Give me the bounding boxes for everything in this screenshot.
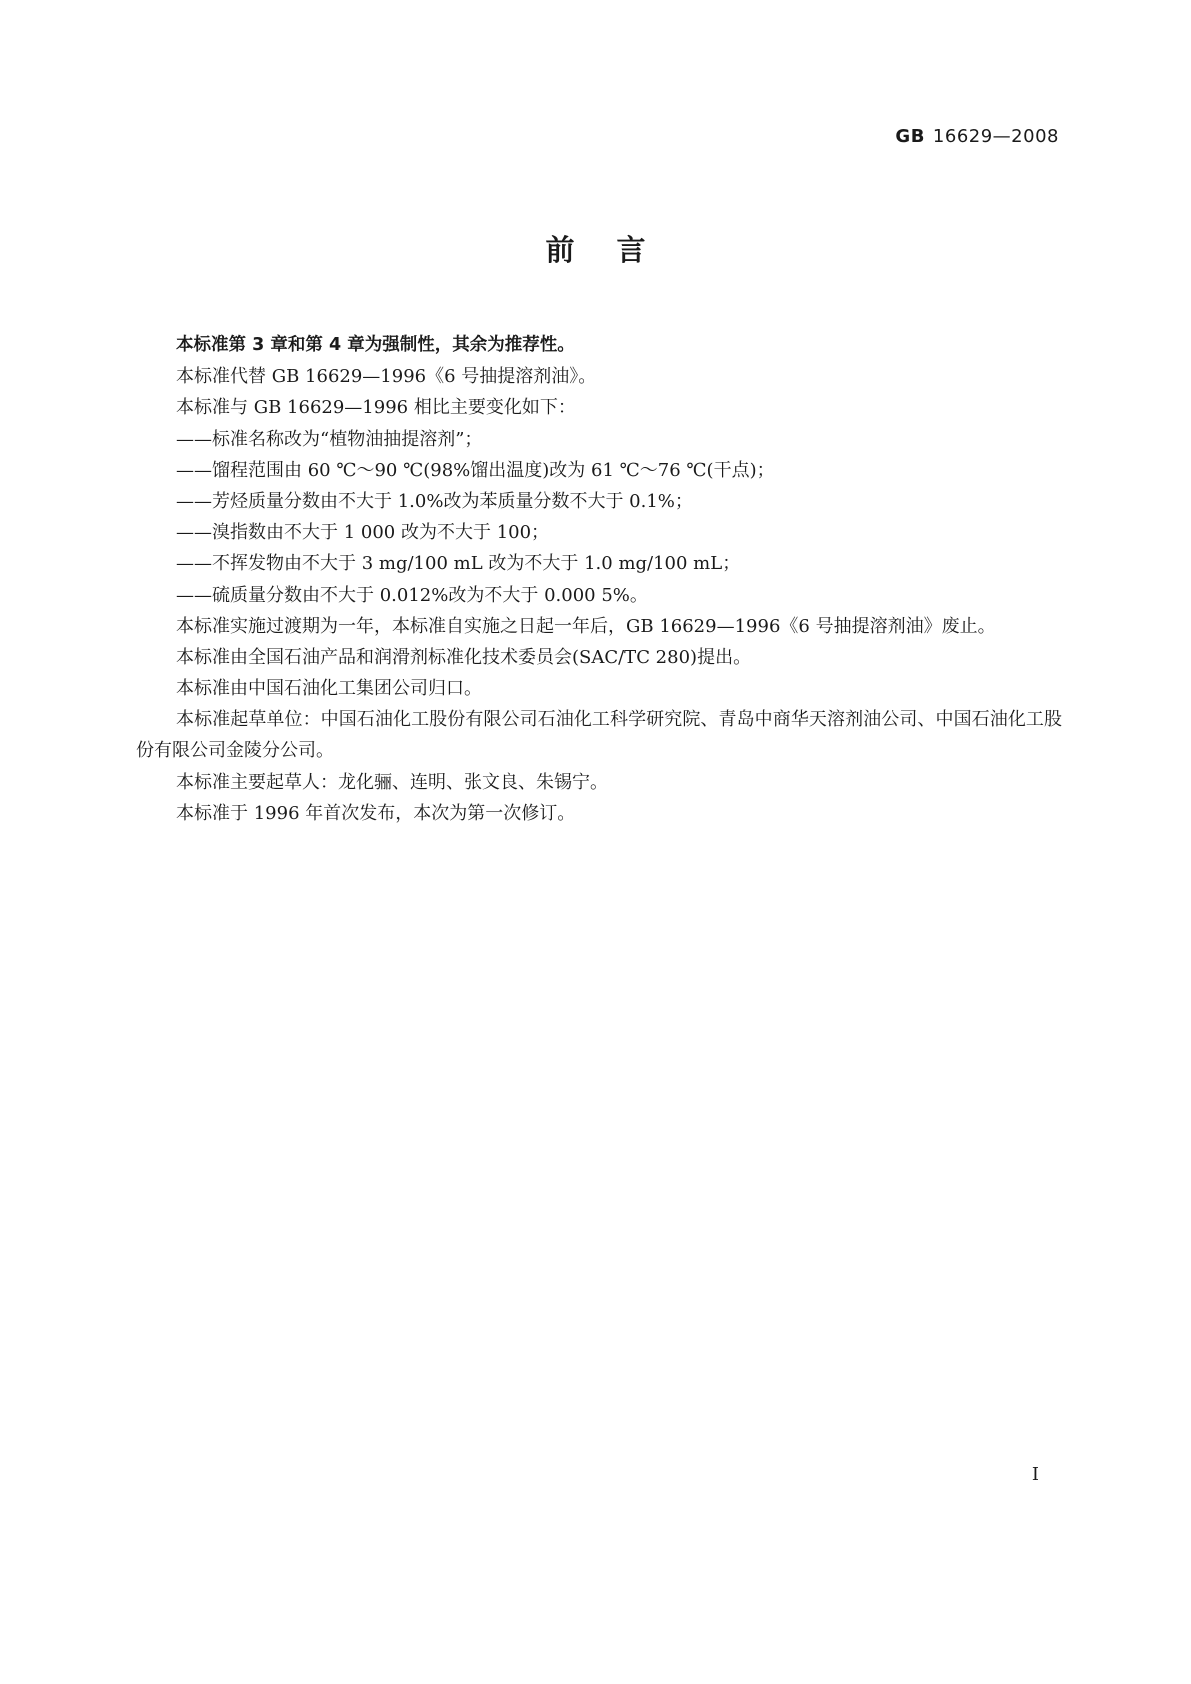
drafters: 本标准主要起草人：龙化骊、连明、张文良、朱锡宁。 xyxy=(176,771,608,793)
changes-intro: 本标准与 GB 16629—1996 相比主要变化如下： xyxy=(176,397,576,419)
drafting-units: 本标准起草单位：中国石油化工股份有限公司石油化工科学研究院、青岛中商华天溶剂油公司、中国石油化工股份有限公司金陵分公司。 xyxy=(136,709,1062,762)
change-item: ——标准名称改为“植物油抽提溶剂”； xyxy=(176,428,483,450)
proposer-statement: 本标准由全国石油产品和润滑剂标准化技术委员会(SAC/TC 280)提出。 xyxy=(176,646,752,668)
replacement-statement: 本标准代替 GB 16629—1996《6 号抽提溶剂油》。 xyxy=(176,366,597,388)
change-item: ——硫质量分数由不大于 0.012%改为不大于 0.000 5%。 xyxy=(176,584,648,606)
publication-history: 本标准于 1996 年首次发布，本次为第一次修订。 xyxy=(176,802,576,824)
transition-statement: 本标准实施过渡期为一年，本标准自实施之日起一年后，GB 16629—1996《6 号抽提溶剂油》废止。 xyxy=(176,615,996,637)
page-number: I xyxy=(1031,1464,1039,1485)
change-item: ——溴指数由不大于 1 000 改为不大于 100； xyxy=(176,522,550,544)
change-item: ——馏程范围由 60 ℃～90 ℃(98%馏出温度)改为 61 ℃～76 ℃(干点)； xyxy=(176,459,775,481)
change-item: ——芳烃质量分数由不大于 1.0%改为苯质量分数不大于 0.1%； xyxy=(176,490,693,512)
standard-prefix: GB xyxy=(895,126,925,147)
foreword-body xyxy=(136,330,1062,829)
page-title: 前言 xyxy=(545,233,688,267)
mandatory-statement: 本标准第 3 章和第 4 章为强制性，其余为推荐性。 xyxy=(176,335,575,355)
change-item: ——不挥发物由不大于 3 mg/100 mL 改为不大于 1.0 mg/100 mL； xyxy=(176,553,741,575)
administration-statement: 本标准由中国石油化工集团公司归口。 xyxy=(176,678,482,700)
standard-code: 16629—2008 xyxy=(932,126,1059,147)
standard-number xyxy=(895,126,1059,147)
